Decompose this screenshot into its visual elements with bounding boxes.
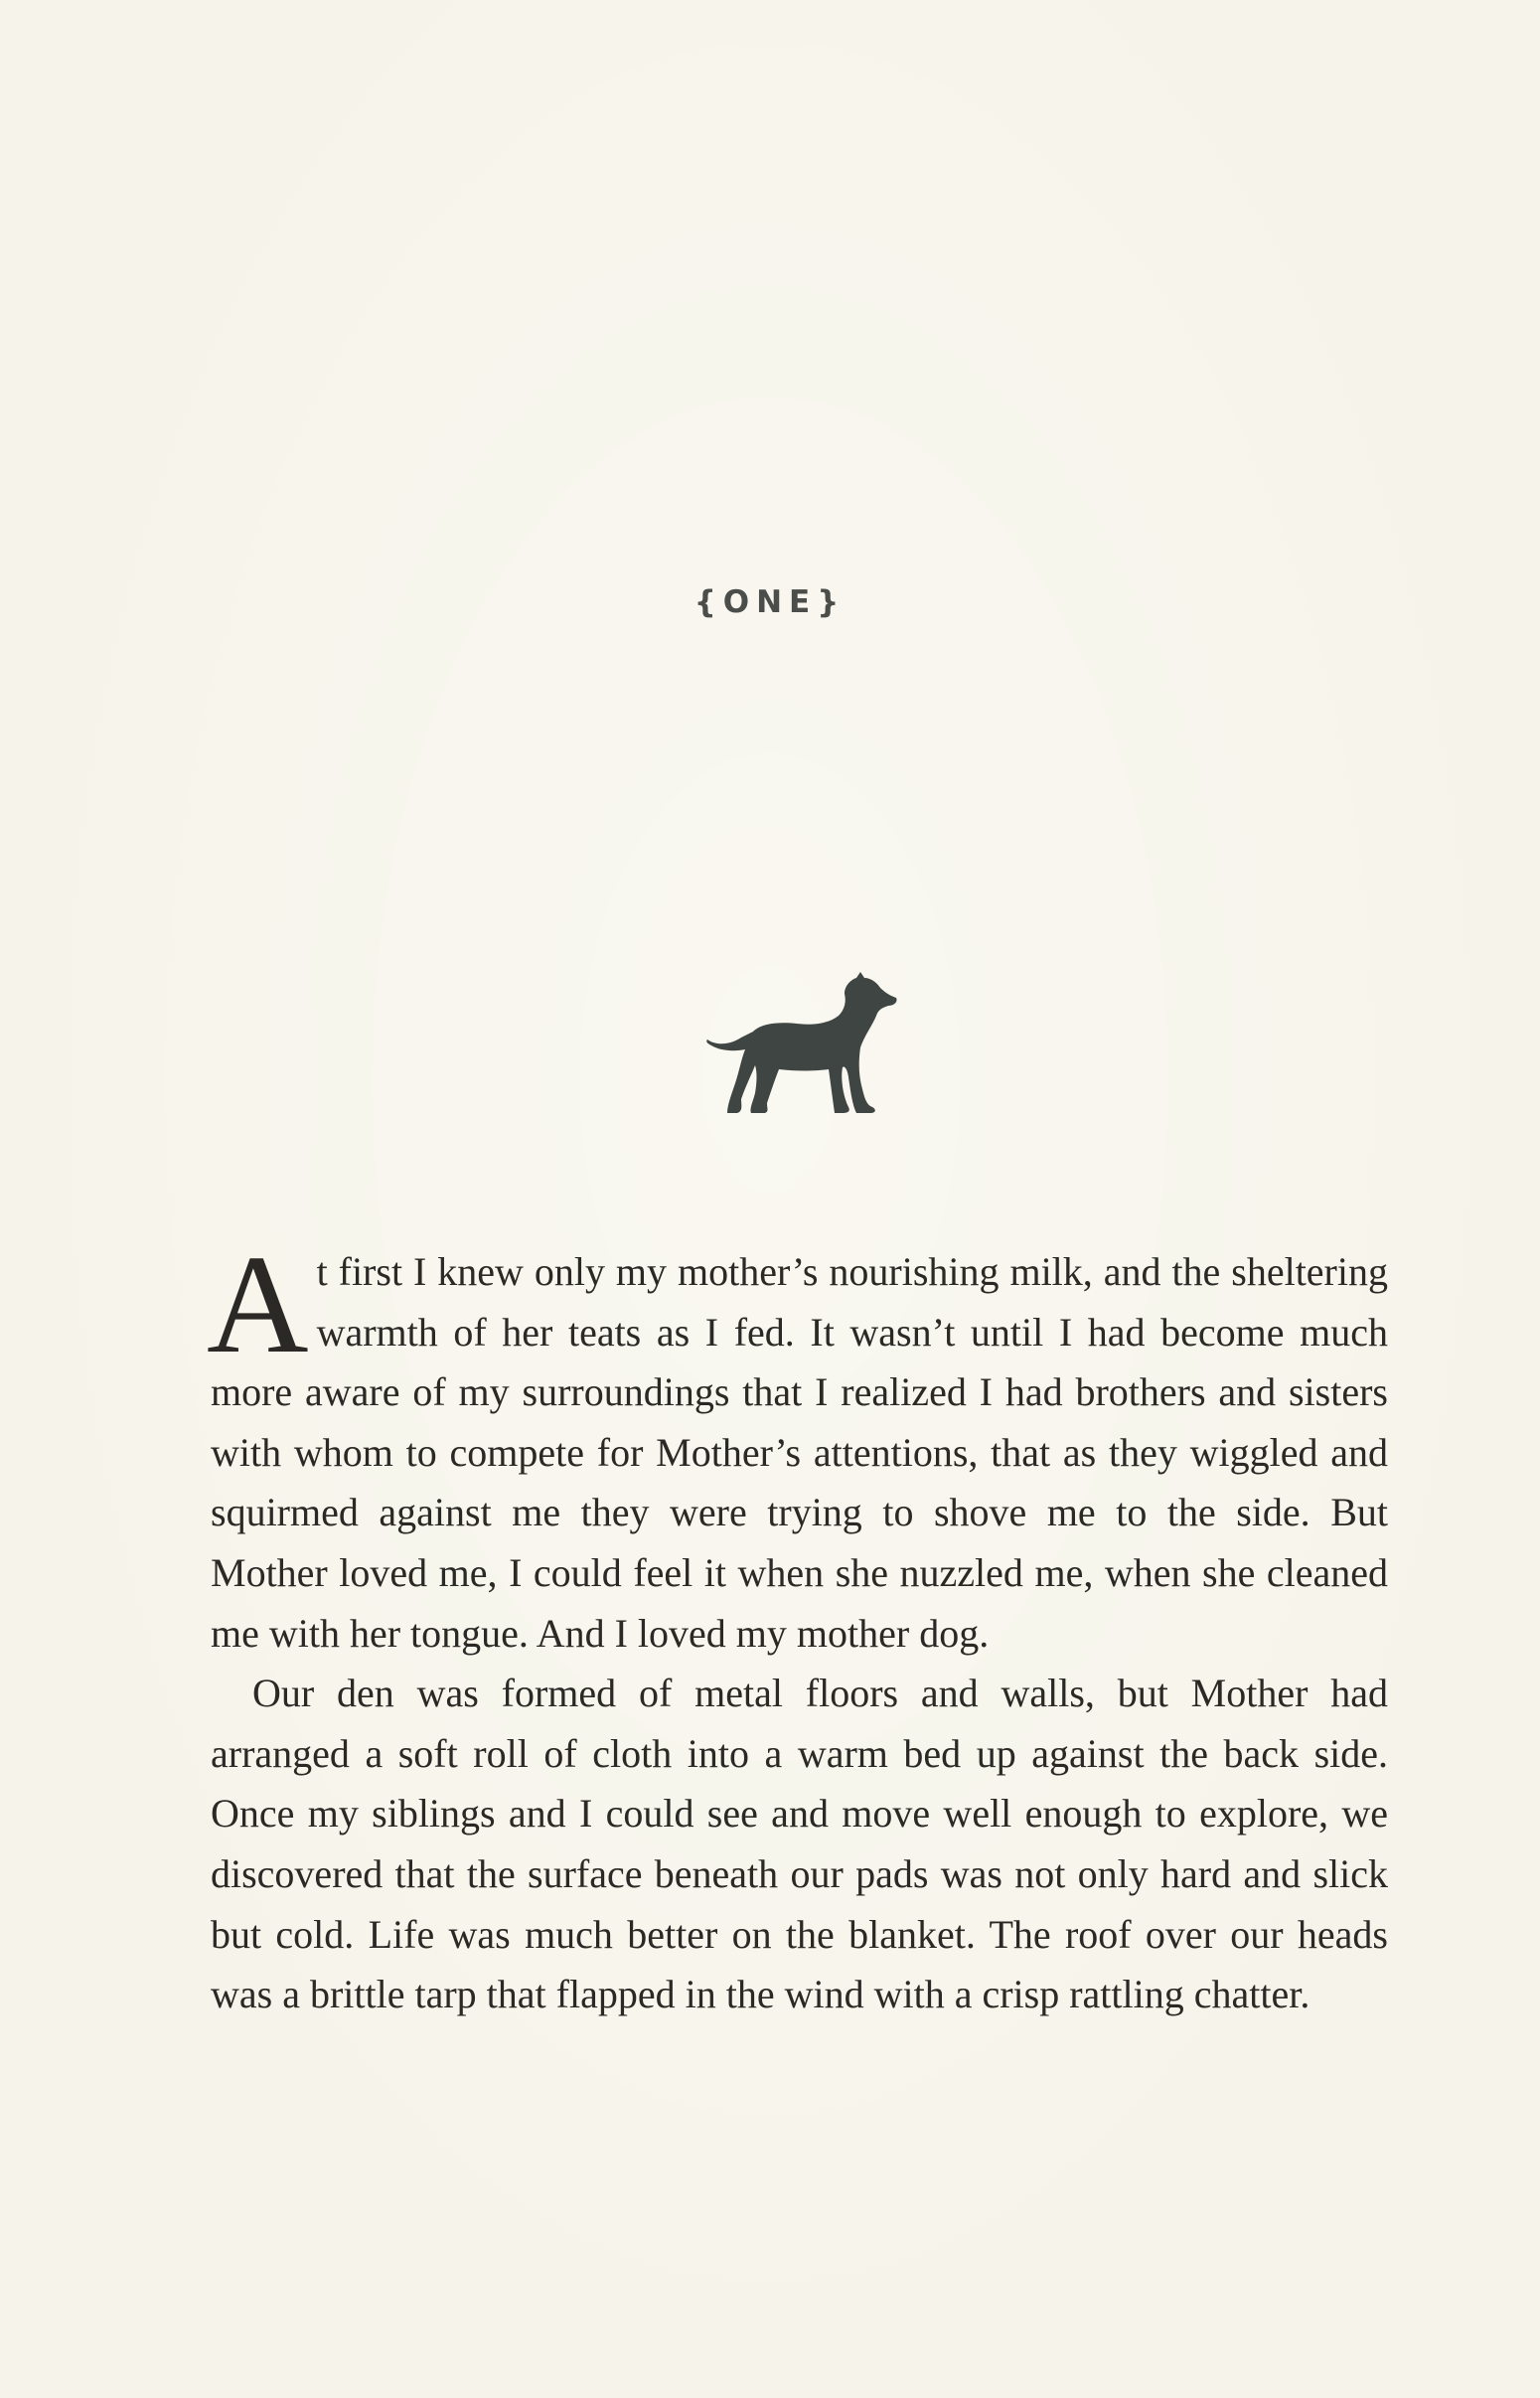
paragraph-text: t first I knew only my mother’s nourishing milk, and the sheltering warmth of her teats as I fed. It wasn’t until I had become much more aware of my surroundings that I realized I had brothers and sisters with whom to compete for Mother’s attentions, that as they wiggled and squirmed against me they were trying to shove me to the side. But Mother loved me, I could feel it when she nuzzled me, when she cleaned me with her tongue. And I loved my mother dog. (211, 1249, 1388, 1656)
paragraph: Our den was formed of metal floors and walls, but Mother had arranged a soft roll of cloth into a warm bed up against the back side. Once my siblings and I could see and move well enough to explore, we discovered that the surface beneath our pads was not only hard and slick but cold. Life was much better on the blanket. The roof over our heads was a brittle tarp that flapped in the wind with a crisp rattling chatter. (211, 1671, 1388, 2017)
chapter-body (207, 1225, 1388, 2025)
paragraph (207, 1225, 1388, 1664)
chapter-heading: {ONE} (693, 584, 847, 620)
dog-silhouette-icon (705, 972, 899, 1116)
drop-cap: A (207, 1225, 309, 1382)
